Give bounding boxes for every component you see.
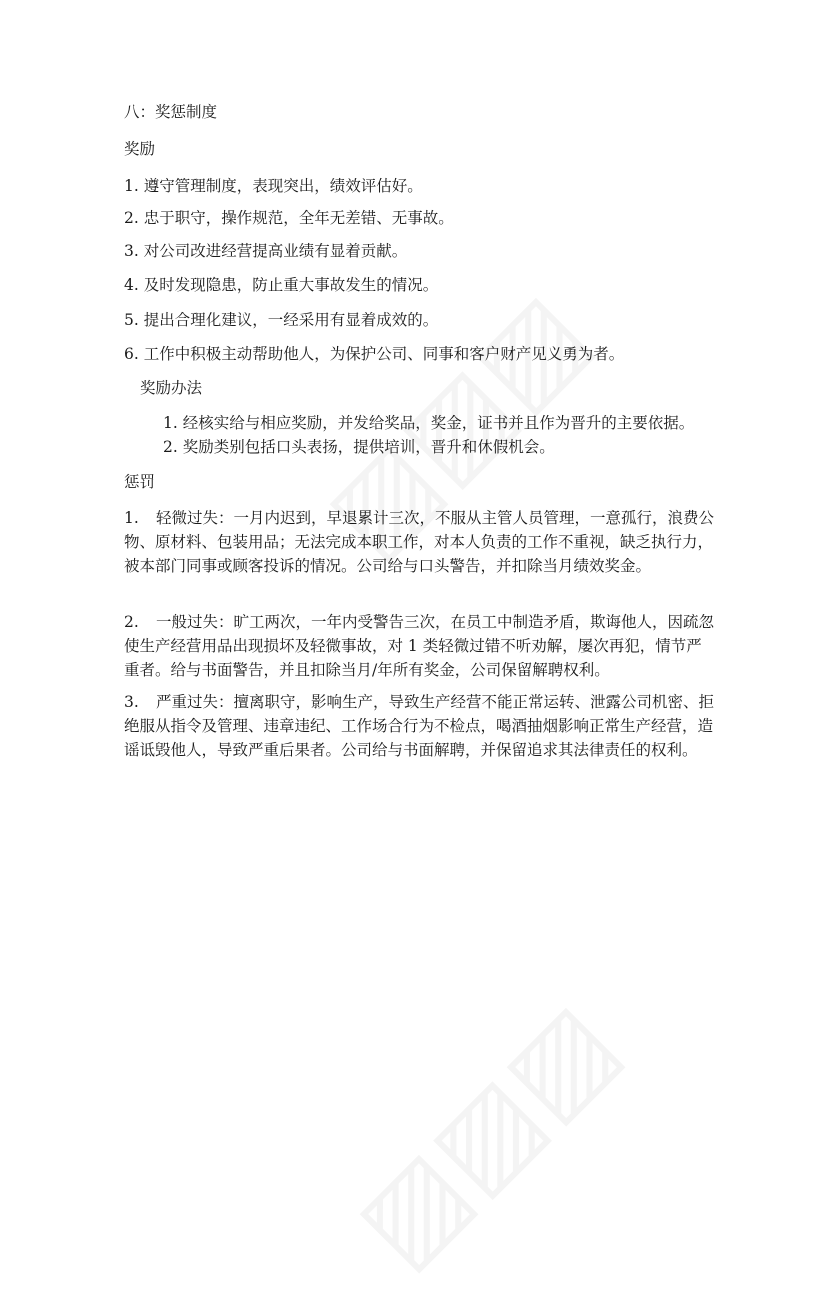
penalty-item bbox=[124, 690, 714, 762]
reward-item: 5. 提出合理化建议，一经采用有显着成效的。 bbox=[124, 311, 439, 329]
penalty-text: 严重过失：擅离职守，影响生产，导致生产经营不能正常运转、泄露公司机密、拒绝服从指令及管理、违章违纪、工作场合行为不检点，喝酒抽烟影响正常生产经营，造谣诋毁他人，导致严重后果者。公司给与书面解聘，并保留追求其法律责任的权利。 bbox=[124, 693, 715, 759]
penalty-text: 一般过失：旷工两次，一年内受警告三次，在员工中制造矛盾，欺诲他人，因疏忽使生产经营用品出现损坏及轻微事故，对 1 类轻微过错不听劝解，屡次再犯，情节严重者。给与书面警告，并且扣除当月/年所有奖金，公司保留解聘权利。 bbox=[124, 613, 715, 679]
penalty-item bbox=[124, 610, 714, 682]
penalty-text: 轻微过失：一月内迟到，早退累计三次，不服从主管人员管理，一意孤行，浪费公物、原材料、包装用品；无法完成本职工作，对本人负责的工作不重视，缺乏执行力，被本部门同事或顾客投诉的情况。公司给与口头警告，并扣除当月绩效奖金。 bbox=[124, 509, 715, 575]
reward-methods-title: 奖励办法 bbox=[140, 379, 203, 397]
watermark-shape bbox=[330, 979, 641, 1290]
penalties-title: 惩罚 bbox=[124, 473, 156, 491]
reward-item: 1. 遵守管理制度，表现突出，绩效评估好。 bbox=[124, 177, 423, 195]
rewards-title: 奖励 bbox=[124, 140, 156, 158]
penalty-number: 1. bbox=[124, 509, 139, 527]
penalty-number: 2. bbox=[124, 613, 139, 631]
reward-item: 6. 工作中积极主动帮助他人，为保护公司、同事和客户财产见义勇为者。 bbox=[124, 345, 625, 363]
reward-item: 3. 对公司改进经营提高业绩有显着贡献。 bbox=[124, 242, 408, 260]
section-heading: 八：奖惩制度 bbox=[124, 103, 218, 121]
reward-method-item: 1. 经核实给与相应奖励，并发给奖品，奖金，证书并且作为晋升的主要依据。 bbox=[163, 414, 695, 432]
reward-item: 4. 及时发现隐患，防止重大事故发生的情况。 bbox=[124, 276, 439, 294]
reward-method-item: 2. 奖励类别包括口头表扬，提供培训，晋升和休假机会。 bbox=[163, 438, 555, 456]
reward-item: 2. 忠于职守，操作规范，全年无差错、无事故。 bbox=[124, 209, 454, 227]
penalty-item bbox=[124, 506, 714, 578]
penalty-number: 3. bbox=[124, 693, 139, 711]
